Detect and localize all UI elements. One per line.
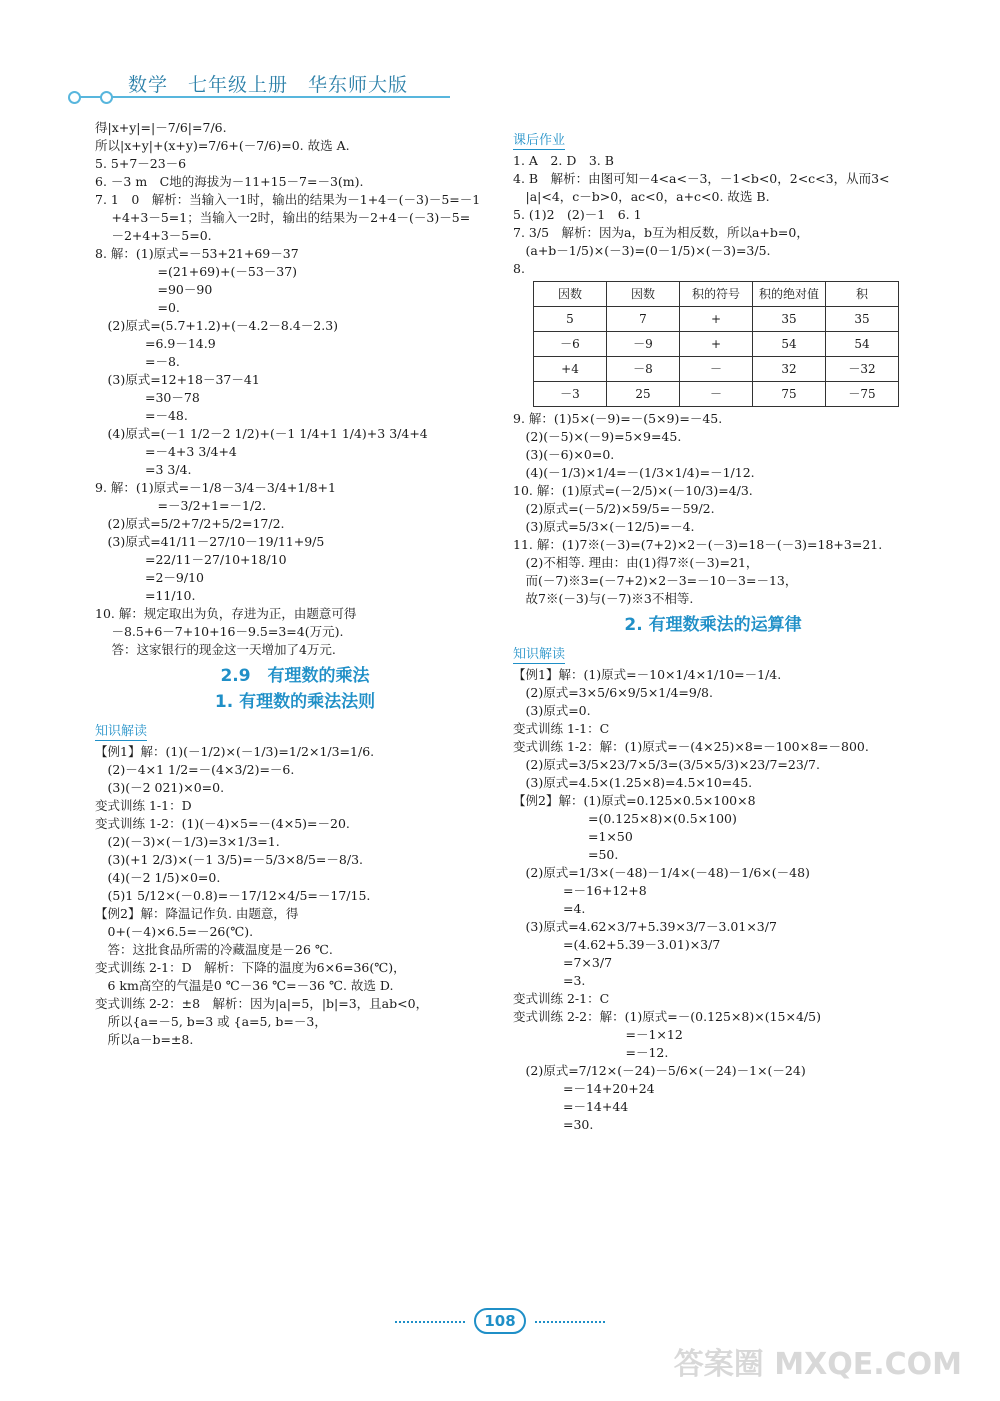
answer-line: (3)原式=12+18－37－41	[95, 372, 260, 387]
answer-line: (3)(－6)×0=0.	[513, 447, 615, 462]
table-row	[534, 307, 899, 332]
table-cell: 25	[607, 382, 680, 407]
answer-line: 答：这批食品所需的冷藏温度是－26 ℃.	[95, 942, 333, 957]
answer-line: 5. (1)2 (2)－1 6. 1	[513, 207, 642, 222]
answer-line: 【例1】解：(1)原式=－10×1/4×1/10=－1/4.	[513, 667, 782, 682]
left-examples-block	[95, 744, 495, 1048]
answer-line: 所以|x+y|+(x+y)=7/6+(－7/6)=0. 故选 A.	[95, 138, 350, 153]
right-column	[513, 132, 913, 1135]
answer-line: 变式训练 1-1：C	[513, 721, 610, 736]
page-number: 108	[474, 1308, 525, 1334]
answer-line: 变式训练 2-2：±8 解析：因为|a|=5，|b|=3，且ab<0，	[95, 996, 429, 1011]
answer-line: +4+3－5=1；当输入一2时，输出的结果为－2+4－(－3)－5=	[95, 210, 471, 225]
answer-line: 【例2】解：降温记作负. 由题意，得	[95, 906, 299, 921]
answer-line: (2)不相等. 理由：由(1)得7※(－3)=21，	[513, 555, 759, 570]
answer-line: (2)原式=5/2+7/2+5/2=17/2.	[95, 516, 285, 531]
answer-line: 变式训练 2-1：D 解析：下降的温度为6×6=36(℃)，	[95, 960, 406, 975]
answer-line: 0+(－4)×6.5=－26(℃).	[95, 924, 254, 939]
answer-line: =30.	[513, 1117, 594, 1132]
answer-line: |a|<4，c－b>0，ac<0，a+c<0. 故选 B.	[513, 189, 770, 204]
answer-line: 6 km高空的气温是0 ℃－36 ℃=－36 ℃. 故选 D.	[95, 978, 394, 993]
answer-line: 6. －3 m C地的海拔为－11+15－7=－3(m).	[95, 174, 364, 189]
answer-line: =3 3/4.	[95, 462, 192, 477]
table-cell: +	[680, 307, 753, 332]
answer-line: (2)原式=(－5/2)×59/5=－59/2.	[513, 501, 715, 516]
answer-line: 所以a－b=±8.	[95, 1032, 194, 1047]
answer-line: 5. 5+7－23－6	[95, 156, 187, 171]
answer-line: (a+b－1/5)×(－3)=(0－1/5)×(－3)=3/5.	[513, 243, 771, 258]
answer-line: 4. B 解析：由图可知－4<a<－3，－1<b<0，2<c<3，从而3<	[513, 171, 890, 186]
answer-line: (3)原式=4.5×(1.25×8)=4.5×10=45.	[513, 775, 753, 790]
answer-line: (2)(－5)×(－9)=5×9=45.	[513, 429, 682, 444]
answer-line: (3)(+1 2/3)×(－1 3/5)=－5/3×8/5=－8/3.	[95, 852, 363, 867]
table-header-cell: 因数	[607, 282, 680, 307]
answer-line: (3)原式=4.62×3/7+5.39×3/7－3.01×3/7	[513, 919, 777, 934]
answer-line: 11. 解：(1)7※(－3)=(7+2)×2－(－3)=18－(－3)=18+3=21.	[513, 537, 883, 552]
answer-line: 1. A 2. D 3. B	[513, 153, 614, 168]
answer-line: (3)原式=5/3×(－12/5)=－4.	[513, 519, 695, 534]
answer-line: 变式训练 1-2：(1)(－4)×5=－(4×5)=－20.	[95, 816, 350, 831]
answer-line: 7. 3/5 解析：因为a，b互为相反数，所以a+b=0，	[513, 225, 809, 240]
answer-line: 而(－7)※3=(－7+2)×2－3=－10－3=－13，	[513, 573, 798, 588]
answer-line: =－48.	[95, 408, 188, 423]
table-cell: 35	[826, 307, 899, 332]
answer-line: 得|x+y|=|－7/6|=7/6.	[95, 120, 227, 135]
answer-line: 10. 解：规定取出为负，存进为正，由题意可得	[95, 606, 357, 621]
answer-line: －8.5+6－7+10+16－9.5=3=4(万元).	[95, 624, 344, 639]
answer-line: =6.9－14.9	[95, 336, 216, 351]
answer-line: 所以{a=－5, b=3 或 {a=5, b=－3，	[95, 1014, 327, 1029]
answer-line: =3.	[513, 973, 586, 988]
product-sign-table	[533, 281, 899, 407]
header-rule-dot	[100, 91, 113, 104]
right-answers-block	[513, 411, 913, 607]
answer-line: =11/10.	[95, 588, 196, 603]
answer-line: =－16+12+8	[513, 883, 647, 898]
watermark-logo: 答案圈 MXQE.COM	[673, 1347, 962, 1382]
answer-line: =－4+3 3/4+4	[95, 444, 237, 459]
answer-line: (3)原式=0.	[513, 703, 591, 718]
table-cell: 5	[534, 307, 607, 332]
table-cell: －75	[826, 382, 899, 407]
answer-line: =22/11－27/10+18/10	[95, 552, 287, 567]
footer-dots-right	[535, 1321, 605, 1323]
page-footer	[0, 1308, 1000, 1334]
answer-line: 变式训练 2-1：C	[513, 991, 610, 1006]
answer-line: (4)(－1/3)×1/4=－(1/3×1/4)=－1/12.	[513, 465, 755, 480]
table-cell: 7	[607, 307, 680, 332]
answer-line: 变式训练 2-2：解：(1)原式=－(0.125×8)×(15×4/5)	[513, 1009, 821, 1024]
answer-line: =(0.125×8)×(0.5×100)	[513, 811, 737, 826]
left-answers-block	[95, 120, 495, 658]
section-subtitle-2: 2. 有理数乘法的运算律	[624, 615, 802, 635]
answer-line: =1×50	[513, 829, 633, 844]
table-cell: －3	[534, 382, 607, 407]
answer-line: －2+4+3－5=0.	[95, 228, 212, 243]
table-cell: 75	[753, 382, 826, 407]
footer-dots-left	[395, 1321, 465, 1323]
table-header-cell: 积	[826, 282, 899, 307]
left-column	[95, 120, 495, 1050]
homework-tag: 课后作业	[513, 133, 566, 148]
answer-line: (2)原式=3×5/6×9/5×1/4=9/8.	[513, 685, 713, 700]
answer-line: =4.	[513, 901, 586, 916]
answer-line: 10. 解：(1)原式=(－2/5)×(－10/3)=4/3.	[513, 483, 753, 498]
table-cell: －	[680, 357, 753, 382]
answer-line: =90－90	[95, 282, 213, 297]
answer-line: 变式训练 1-1：D	[95, 798, 192, 813]
answer-line: =－14+44	[513, 1099, 629, 1114]
knowledge-tag: 知识解读	[95, 724, 148, 739]
answer-line: (3)(－2 021)×0=0.	[95, 780, 225, 795]
table-cell: 35	[753, 307, 826, 332]
table-row	[534, 332, 899, 357]
table-cell: 32	[753, 357, 826, 382]
table-cell: +	[680, 332, 753, 357]
answer-line: 答：这家银行的现金这一天增加了4万元.	[95, 642, 336, 657]
table-cell: 54	[753, 332, 826, 357]
answer-line: =30－78	[95, 390, 200, 405]
header-rule	[72, 96, 450, 98]
table-header-cell: 因数	[534, 282, 607, 307]
answer-line: =50.	[513, 847, 619, 862]
answer-line: (4)(－2 1/5)×0=0.	[95, 870, 221, 885]
answer-line: 变式训练 1-2：解：(1)原式=－(4×25)×8=－100×8=－800.	[513, 739, 869, 754]
table-header-row	[534, 282, 899, 307]
answer-line: (2)(－3)×(－1/3)=3×1/3=1.	[95, 834, 280, 849]
section-subtitle-1: 1. 有理数的乘法法则	[214, 692, 376, 712]
right-examples-block	[513, 667, 913, 1133]
answer-line: (5)1 5/12×(－0.8)=－17/12×4/5=－17/15.	[95, 888, 371, 903]
answer-line: 7. 1 0 解析：当输入一1时，输出的结果为－1+4－(－3)－5=－1	[95, 192, 481, 207]
answer-line: 8.	[513, 261, 525, 276]
table-cell: －	[680, 382, 753, 407]
table-cell: －6	[534, 332, 607, 357]
table-cell: +4	[534, 357, 607, 382]
answer-line: =－14+20+24	[513, 1081, 655, 1096]
answer-line: 【例1】解：(1)(－1/2)×(－1/3)=1/2×1/3=1/6.	[95, 744, 375, 759]
answer-line: (2)原式=7/12×(－24)－5/6×(－24)－1×(－24)	[513, 1063, 806, 1078]
answer-line: =7×3/7	[513, 955, 613, 970]
table-cell: 54	[826, 332, 899, 357]
answer-line: (2)原式=(5.7+1.2)+(－4.2－8.4－2.3)	[95, 318, 339, 333]
right-homework-block	[513, 153, 913, 277]
answer-line: =－12.	[513, 1045, 669, 1060]
table-row	[534, 357, 899, 382]
answer-line: =0.	[95, 300, 180, 315]
answer-line: (2)－4×1 1/2=－(4×3/2)=－6.	[95, 762, 295, 777]
answer-line: 故7※(－3)与(－7)※3不相等.	[513, 591, 694, 606]
table-body	[534, 307, 899, 407]
answer-line: 9. 解：(1)5×(－9)=－(5×9)=－45.	[513, 411, 723, 426]
answer-line: 9. 解：(1)原式=－1/8－3/4－3/4+1/8+1	[95, 480, 336, 495]
answer-line: 【例2】解：(1)原式=0.125×0.5×100×8	[513, 793, 756, 808]
table-cell: －9	[607, 332, 680, 357]
table-header-cell: 积的符号	[680, 282, 753, 307]
table-header-cell: 积的绝对值	[753, 282, 826, 307]
page-header-title: 数学 七年级上册 华东师大版	[128, 74, 409, 96]
answer-line: (3)原式=41/11－27/10－19/11+9/5	[95, 534, 325, 549]
answer-line: =(21+69)+(－53－37)	[95, 264, 298, 279]
answer-line: (4)原式=(－1 1/2－2 1/2)+(－1 1/4+1 1/4)+3 3/4+4	[95, 426, 428, 441]
answer-line: =(4.62+5.39－3.01)×3/7	[513, 937, 721, 952]
section-title-2-9: 2.9 有理数的乘法	[220, 666, 370, 686]
table-cell: －32	[826, 357, 899, 382]
table-cell: －8	[607, 357, 680, 382]
table-row	[534, 382, 899, 407]
knowledge-tag-2: 知识解读	[513, 647, 566, 662]
answer-line: (2)原式=3/5×23/7×5/3=(3/5×5/3)×23/7=23/7.	[513, 757, 820, 772]
answer-line: =－3/2+1=－1/2.	[95, 498, 267, 513]
header-rule-dot	[68, 91, 81, 104]
answer-line: =－1×12	[513, 1027, 683, 1042]
answer-line: =－8.	[95, 354, 180, 369]
answer-line: 8. 解：(1)原式=－53+21+69－37	[95, 246, 299, 261]
answer-line: (2)原式=1/3×(－48)－1/4×(－48)－1/6×(－48)	[513, 865, 810, 880]
answer-line: =2－9/10	[95, 570, 204, 585]
